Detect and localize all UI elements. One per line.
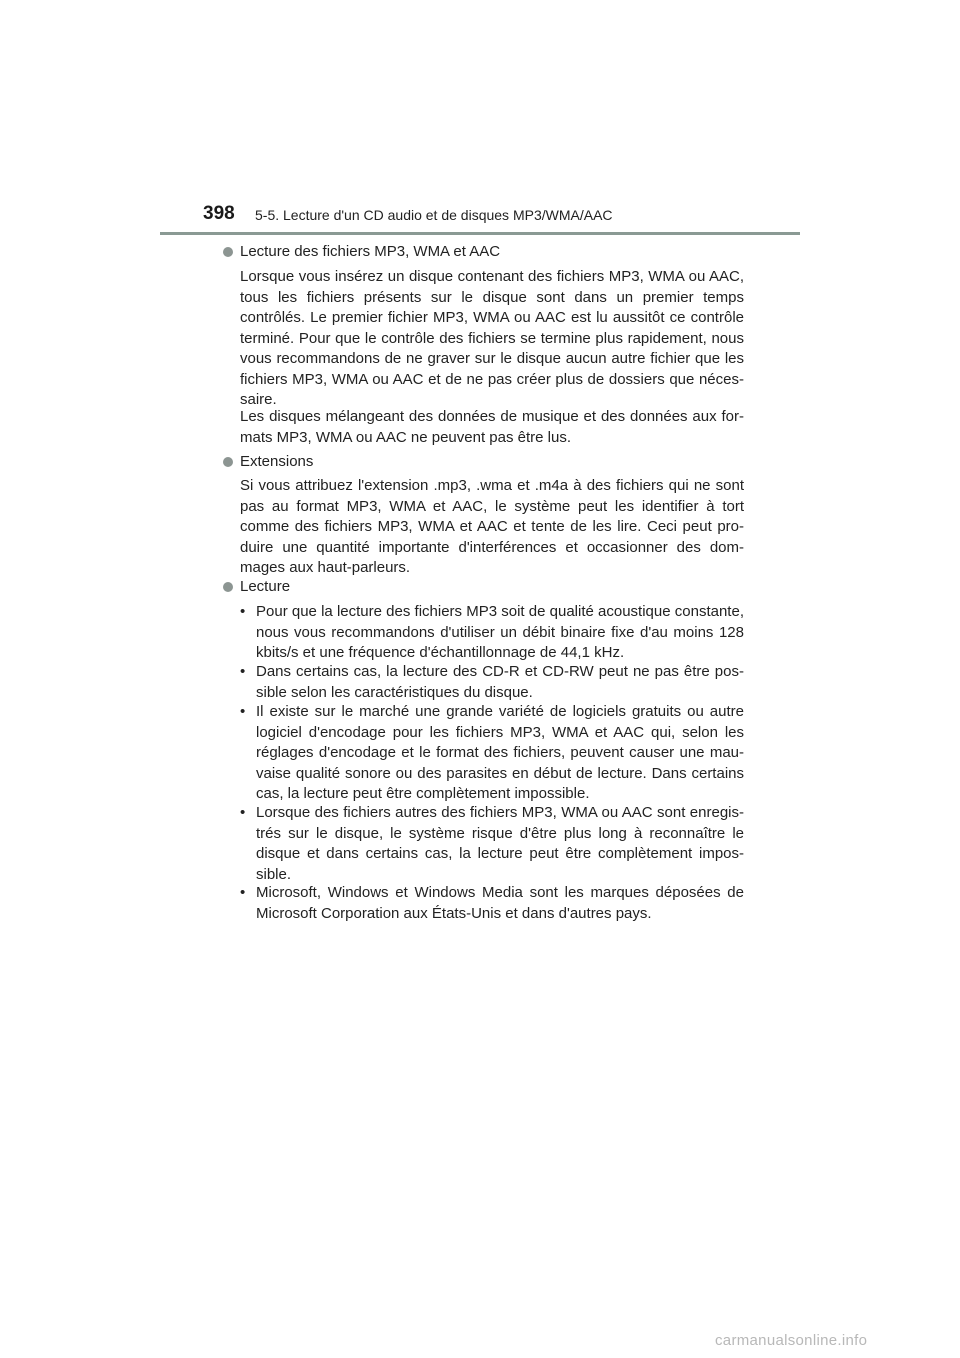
bullet-mark: • <box>240 804 246 821</box>
page-header <box>0 0 960 240</box>
bullet-mark: • <box>240 663 246 680</box>
bullet-dot-icon <box>223 247 233 257</box>
watermark: carmanualsonline.info <box>715 1332 868 1349</box>
bullet-dot-icon <box>223 582 233 592</box>
chapter-title: 5-5. Lecture d'un CD audio et de disques MP3/WMA/AAC <box>255 207 613 223</box>
bullet-mark: • <box>240 884 246 901</box>
bullet-mark: • <box>240 703 246 720</box>
paragraph: Si vous attribuez l'extension .mp3, .wma et .m4a à des fichiers qui ne sont pas au format MP3, WMA et AAC, le système peut les identifier à tort comme des fichiers MP3, WMA et AAC et tente de les lire. Ceci peut pro-duire une quantité importante d'interférences et occasionner des dom-mages aux haut-parleurs. <box>240 477 744 576</box>
paragraph: Lorsque vous insérez un disque contenant des fichiers MP3, WMA ou AAC, tous les fichiers présents sur le disque sont dans un premier temps contrôlés. Le premier fichier MP3, WMA ou AAC est lu aussitôt ce contrôle terminé. Pour que le contrôle des fichiers se termine plus rapidement, nous vous recommandons de ne graver sur le disque aucun autre fichier que les fichiers MP3, WMA ou AAC et de ne pas créer plus de dossiers que néces-saire. <box>240 268 744 408</box>
header-divider <box>160 232 800 235</box>
paragraph: Les disques mélangeant des données de musique et des données aux for-mats MP3, WMA ou AAC ne peuvent pas être lus. <box>240 408 744 446</box>
bullet-dot-icon <box>223 457 233 467</box>
bullet-mark: • <box>240 603 246 620</box>
page-number: 398 <box>203 203 235 224</box>
